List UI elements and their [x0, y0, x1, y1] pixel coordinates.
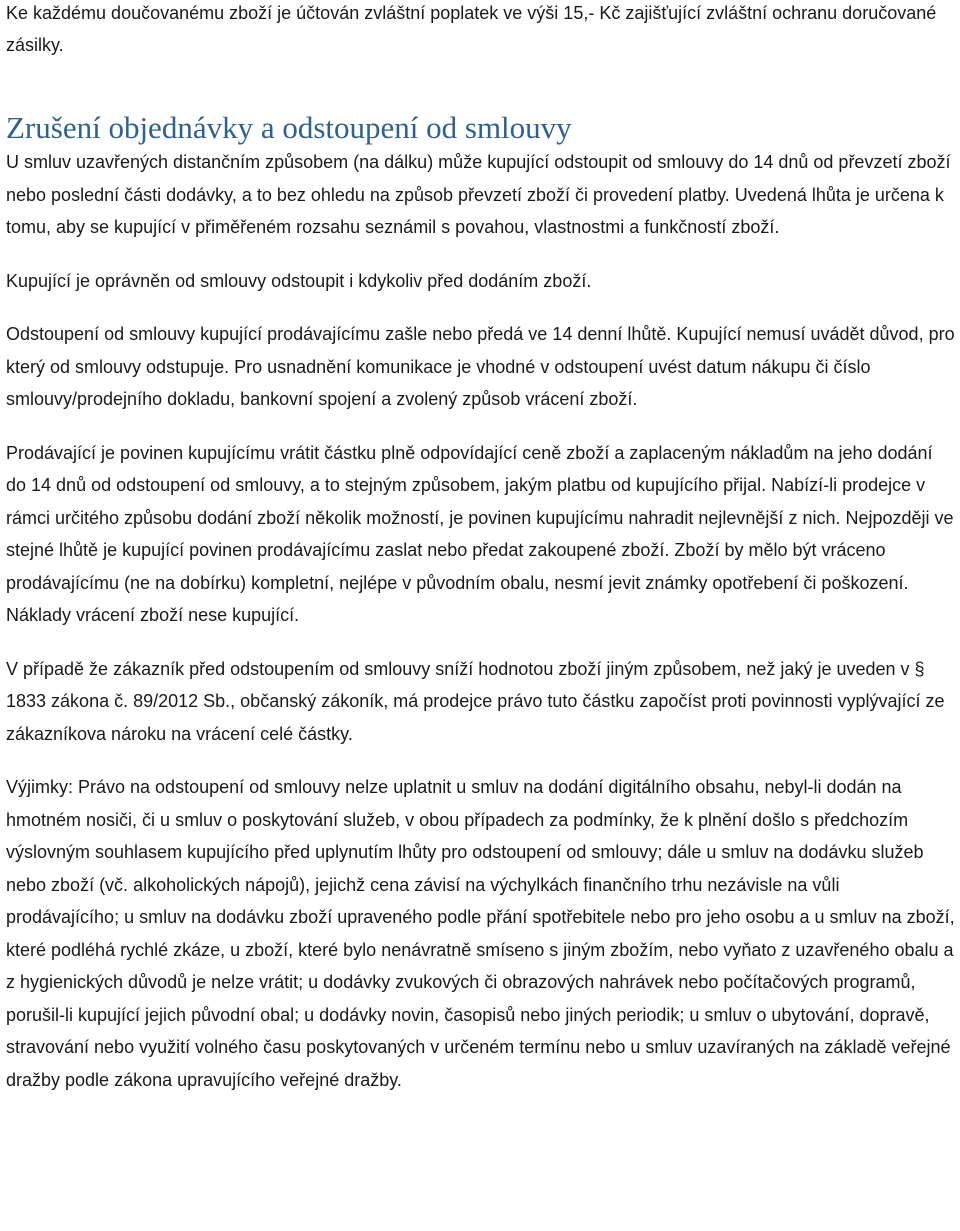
intro-paragraph: Ke každému doučovanému zboží je účtován zvláštní poplatek ve výši 15,- Kč zajišťující zvláštní ochranu doručované zásilky.: [6, 3, 937, 55]
paragraph-refund: Prodávající je povinen kupujícímu vrátit částku plně odpovídající ceně zboží a zaplaceným nákladům na jeho dodání do 14 dnů od odstoupení od smlouvy, a to stejným způsobem, jakým platbu od kupujícího přijal. Nabízí-li prodejce v rámci určitého způsobu dodání zboží několik možností, je povinen kupujícímu nahradit nejlevnější z nich. Nejpozději ve stejné lhůtě je kupující povinen prodávajícímu zaslat nebo předat zakoupené zboží. Zboží by mělo být vráceno prodávajícímu (ne na dobírku) kompletní, nejlépe v původním obalu, nesmí jevit známky opotřebení či poškození. Náklady vrácení zboží nese kupující.: [6, 442, 954, 625]
paragraph-exceptions: Výjimky: Právo na odstoupení od smlouvy nelze uplatnit u smluv na dodání digitálního obsahu, nebyl-li dodán na hmotném nosiči, či u smluv o poskytování služeb, v obou případech za podmínky, že k plnění došlo s předchozím výslovným souhlasem kupujícího před uplynutím lhůty pro odstoupení od smlouvy; dále u smluv na dodávku služeb nebo zboží (vč. alkoholických nápojů), jejichž cena závisí na výchylkách finančního trhu nezávisle na vůli prodávajícího; u smluv na dodávku zboží upraveného podle přání spotřebitele nebo pro jeho osobu a u smluv na zboží, které podléhá rychlé zkáze, u zboží, které bylo nenávratně smíseno s jiným zbožím, nebo vyňato z uzavřeného obalu a z hygienických důvodů je nelze vrátit; u dodávky zvukových či obrazových nahrávek nebo počítačových programů, porušil-li kupující jejich původní obal; u dodávky novin, časopisů nebo jiných periodik; u smluv o ubytování, dopravě, stravování nebo využití volného času poskytovaných v určeném termínu nebo u smluv uzavíraných na základě veřejné dražby podle zákona upravujícího veřejné dražby.: [6, 777, 955, 1090]
paragraph-withdrawal-before-delivery: Kupující je oprávněn od smlouvy odstoupit i kdykoliv před dodáním zboží.: [6, 270, 592, 291]
paragraph-value-reduction: V případě že zákazník před odstoupením od smlouvy sníží hodnotou zboží jiným způsobem, než jaký je uveden v § 1833 zákona č. 89/2012 Sb., občanský zákoník, má prodejce právo tuto částku započíst proti povinnosti vyplývající ze zákazníkova nároku na vrácení celé částky.: [6, 658, 945, 744]
document-page: [6, 0, 956, 1096]
section-heading: Zrušení objednávky a odstoupení od smlouvy: [6, 110, 572, 145]
paragraph-withdrawal-period: U smluv uzavřených distančním způsobem (na dálku) může kupující odstoupit od smlouvy do 14 dnů od převzetí zboží nebo poslední části dodávky, a to bez ohledu na způsob převzetí zboží či provedení platby. Uvedená lhůta je určena k tomu, aby se kupující v přiměřeném rozsahu seznámil s povahou, vlastnostmi a funkčností zboží.: [6, 152, 951, 237]
paragraph-withdrawal-notice: Odstoupení od smlouvy kupující prodávajícímu zašle nebo předá ve 14 denní lhůtě. Kupující nemusí uvádět důvod, pro který od smlouvy odstupuje. Pro usnadnění komunikace je vhodné v odstoupení uvést datum nákupu či číslo smlouvy/prodejního dokladu, bankovní spojení a zvolený způsob vrácení zboží.: [6, 324, 955, 409]
